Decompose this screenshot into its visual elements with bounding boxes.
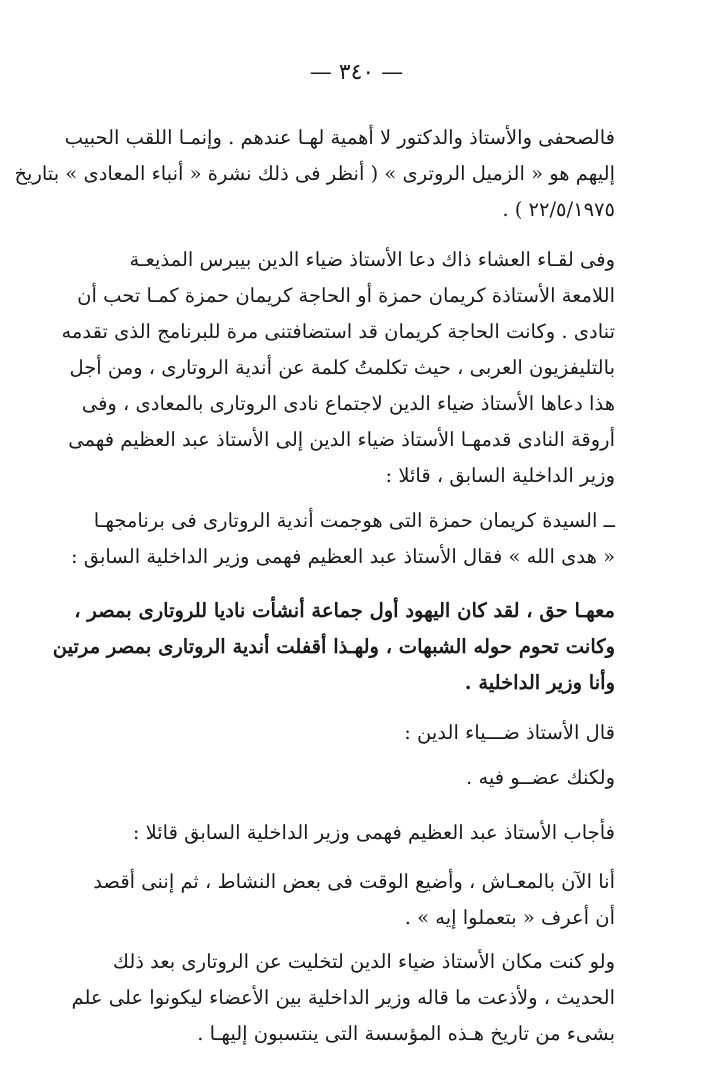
text-line: « هدى الله » فقال الأستاذ عبد العظيم فهمى وزير الداخلية السابق : (70, 545, 615, 568)
paragraph-7 (90, 815, 615, 851)
text-line: معهـا حق ، لقد كان اليهود أول جماعة أنشأت ناديا للروتارى بمصر ، (74, 599, 615, 622)
paragraph-4-bold (52, 593, 615, 701)
paragraph-2 (61, 242, 615, 494)
text-line: الحديث ، ولأذعت ما قاله وزير الداخلية بين الأعضاء ليكونوا على علم (71, 986, 615, 1009)
paragraph-9 (71, 944, 615, 1052)
paragraph-1 (14, 120, 615, 228)
text-line: فأجاب الأستاذ عبد العظيم فهمى وزير الداخلية السابق قائلا : (132, 821, 615, 844)
text-line: قال الأستاذ ضـــياء الدين : (404, 721, 615, 744)
text-line: ــ السيدة كريمان حمزة التى هوجمت أندية الروتارى فى برنامجهـا (93, 509, 615, 532)
text-line: وأنا وزير الداخلية . (464, 671, 615, 694)
text-line: بالتليفزيون العربى ، حيث تكلمتُ كلمة عن أندية الروتارى ، ومن أجل (69, 356, 615, 379)
paragraph-6 (90, 760, 615, 796)
text-line: فالصحفى والأستاذ والدكتور لا أهمية لهـا عندهم . وإنمـا اللقب الحبيب (64, 126, 615, 149)
text-line: أن أعرف « بتعملوا إيه » . (404, 906, 615, 929)
text-line: أنا الآن بالمعـاش ، وأضيع الوقت فى بعض النشاط ، ثم إننى أقصد (93, 870, 615, 893)
text-line: أروقة النادى قدمهـا الأستاذ ضياء الدين إلى الأستاذ عبد العظيم فهمى (68, 428, 615, 451)
text-line: ولكنك عضــو فيه . (466, 766, 615, 789)
text-line: وكانت تحوم حوله الشبهات ، ولهـذا أقفلت أندية الروتارى بمصر مرتين (52, 635, 615, 658)
text-line: ٢٢/٥/١٩٧٥ ) . (502, 198, 615, 221)
text-line: اللامعة الأستاذة كريمان حمزة أو الحاجة كريمان حمزة كمـا تحب أن (77, 284, 615, 307)
text-line: إليهم هو « الزميل الروترى » ( أنظر فى ذلك نشرة « أنباء المعادى » بتاريخ (14, 162, 615, 185)
text-line: تنادى . وكانت الحاجة كريمان قد استضافتنى مرة للبرنامج الذى تقدمه (61, 320, 615, 343)
paragraph-8 (90, 864, 615, 936)
text-line: ولو كنت مكان الأستاذ ضياء الدين لتخليت عن الروتارى بعد ذلك (112, 950, 615, 973)
text-line: وزير الداخلية السابق ، قائلا : (385, 464, 615, 487)
text-line: وفى لقـاء العشاء ذاك دعا الأستاذ ضياء الدين بيبرس المذيعـة (129, 248, 615, 271)
text-line: هذا دعاها الأستاذ ضياء الدين لاجتماع نادى الروتارى بالمعادى ، وفى (81, 392, 615, 415)
paragraph-3 (70, 503, 615, 575)
page-number: — ٣٤٠ — (309, 60, 404, 85)
paragraph-5 (90, 715, 615, 751)
text-line: بشىء من تاريخ هـذه المؤسسة التى ينتسبون إليهـا . (197, 1022, 615, 1045)
